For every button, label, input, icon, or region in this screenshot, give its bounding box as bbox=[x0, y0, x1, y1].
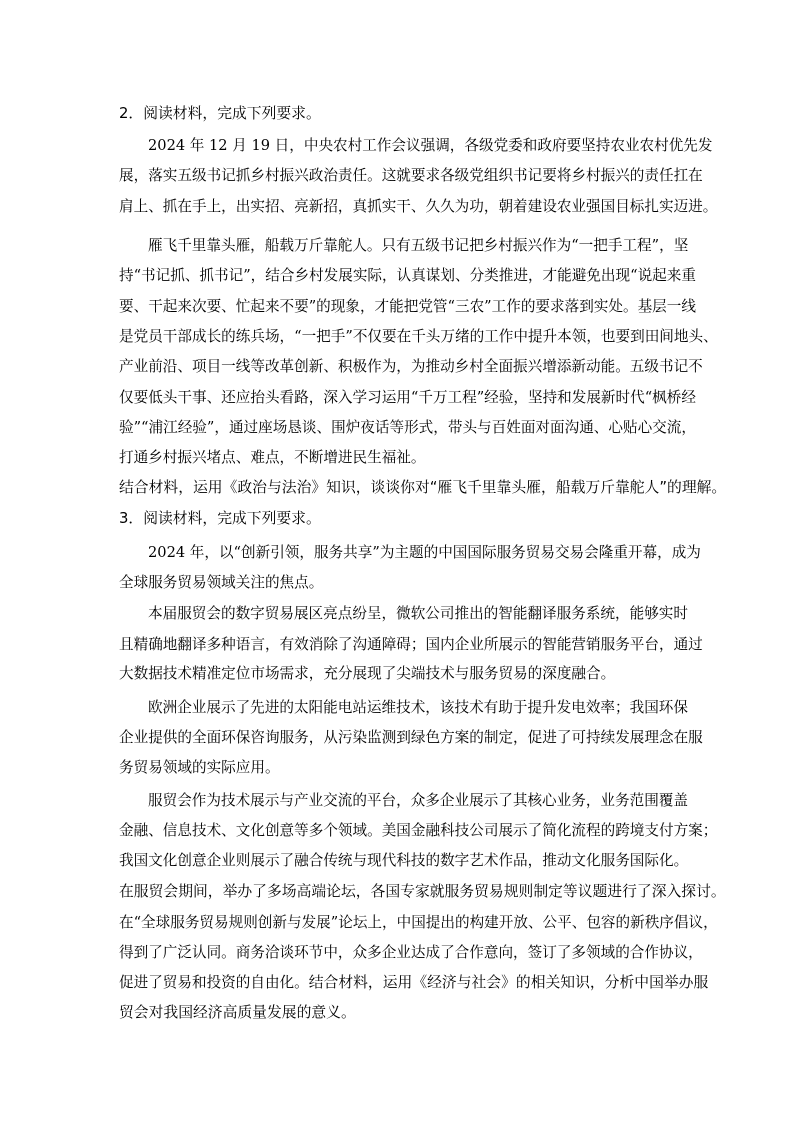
q3-para1-line: 全球服务贸易领域关注的焦点。 bbox=[119, 574, 324, 591]
q2-para2-line: 雁飞千里靠头雁，船载万斤靠舵人。只有五级书记把乡村振兴作为“一把手工程”，坚 bbox=[148, 237, 689, 254]
q3-para2-line: 本届服贸会的数字贸易展区亮点纷呈，微软公司推出的智能翻译服务系统，能够实时 bbox=[148, 605, 688, 622]
q3-para2-line: 且精确地翻译多种语言，有效消除了沟通障碍；国内企业所展示的智能营销服务平台，通过 bbox=[119, 636, 703, 653]
q3-para3-line: 务贸易领域的实际应用。 bbox=[119, 759, 280, 776]
q2-para2-line: 要、干起来次要、忙起来不要”的现象，才能把党管“三农”工作的要求落到实处。基层一线 bbox=[119, 298, 696, 315]
q3-para5-line: 在服贸会期间，举办了多场高端论坛，各国专家就服务贸易规则制定等议题进行了深入探讨。 bbox=[119, 883, 726, 900]
q3-para5-line: 在“全球服务贸易规则创新与发展”论坛上，中国提出的构建开放、公平、包容的新秩序倡议， bbox=[119, 914, 718, 931]
q2-para1-line: 肩上、抓在手上，出实招、亮新招，真抓实干、久久为功，朝着建设农业强国目标扎实迈进。 bbox=[119, 198, 718, 215]
q3-para4-line: 金融、信息技术、文化创意等多个领域。美国金融科技公司展示了简化流程的跨境支付方案； bbox=[119, 822, 718, 839]
q3-para5-tail: 促进了贸易和投资的自由化。 bbox=[119, 974, 309, 991]
q2-para2-line: 持“书记抓、抓书记”，结合乡村发展实际，认真谋划、分类推进，才能避免出现“说起来重 bbox=[119, 267, 696, 284]
q3-para5-last-line bbox=[119, 973, 709, 992]
question-3-heading: 3．阅读材料，完成下列要求。 bbox=[119, 510, 321, 527]
q3-para4-line: 服贸会作为技术展示与产业交流的平台，众多企业展示了其核心业务，业务范围覆盖 bbox=[148, 792, 688, 809]
q3-para4-line: 我国文化创意企业则展示了融合传统与现代科技的数字艺术作品，推动文化服务国际化。 bbox=[119, 852, 689, 869]
q2-para1-line: 2024 年 12 月 19 日，中央农村工作会议强调，各级党委和政府要坚持农业农村优先发 bbox=[148, 137, 713, 154]
q2-para2-line: 验”“浦江经验”，通过座场恳谈、围炉夜话等形式，带头与百姓面对面沟通、心贴心交流， bbox=[119, 419, 696, 436]
question-2-prompt: 结合材料，运用《政治与法治》知识，谈谈你对“雁飞千里靠头雁，船载万斤靠舵人”的理解。 bbox=[119, 479, 727, 496]
q3-para2-line: 大数据技术精准定位市场需求，充分展现了尖端技术与服务贸易的深度融合。 bbox=[119, 665, 616, 682]
q3-para3-line: 欧洲企业展示了先进的太阳能电站运维技术，该技术有助于提升发电效率；我国环保 bbox=[148, 699, 688, 716]
q2-para2-line: 仅要低头干事、还应抬头看路，深入学习运用“千万工程”经验，坚持和发展新时代“枫桥经 bbox=[119, 389, 696, 406]
q2-para2-line: 打通乡村振兴堵点、难点，不断增进民生福祉。 bbox=[119, 449, 426, 466]
question-2-heading: 2．阅读材料，完成下列要求。 bbox=[119, 105, 321, 122]
q3-para5-line: 得到了广泛认同。商务洽谈环节中，众多企业达成了合作意向，签订了多领域的合作协议， bbox=[119, 944, 703, 961]
q2-para2-line: 产业前沿、项目一线等改革创新、积极作为，为推动乡村全面振兴增添新动能。五级书记不 bbox=[119, 358, 703, 375]
question-3-prompt-continued: 贸会对我国经济高质量发展的意义。 bbox=[119, 1004, 356, 1021]
question-3-prompt: 结合材料，运用《经济与社会》的相关知识，分析中国举办服 bbox=[308, 974, 709, 991]
q3-para3-line: 企业提供的全面环保咨询服务，从污染监测到绿色方案的制定，促进了可持续发展理念在服 bbox=[119, 729, 703, 746]
q2-para1-line: 展，落实五级书记抓乡村振兴政治责任。这就要求各级党组织书记要将乡村振兴的责任扛在 bbox=[119, 167, 703, 184]
q3-para1-line: 2024 年，以“创新引领，服务共享”为主题的中国国际服务贸易交易会隆重开幕，成为 bbox=[148, 544, 701, 561]
q2-para2-line: 是党员干部成长的练兵场，“一把手”不仅要在千头万绪的工作中提升本领，也要到田间地头、 bbox=[119, 328, 718, 345]
